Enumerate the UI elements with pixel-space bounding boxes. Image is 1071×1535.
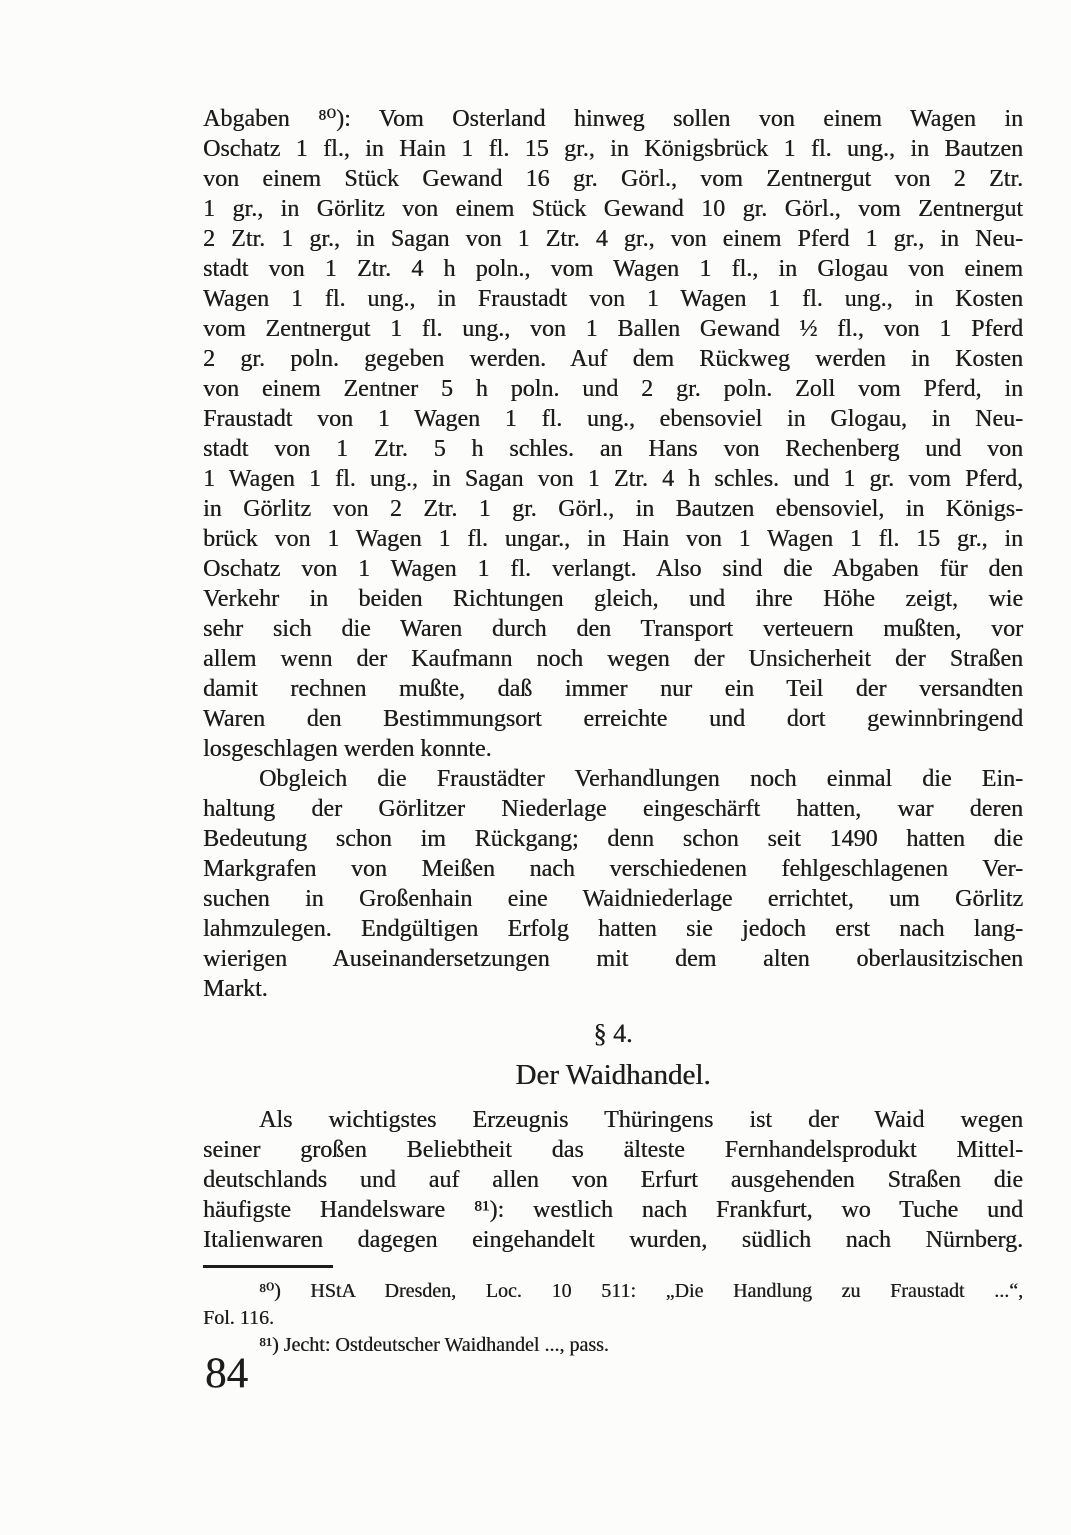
text-line: wierigen Auseinandersetzungen mit dem alten oberlausitzischen <box>203 946 1023 972</box>
text-line: Obgleich die Fraustädter Verhandlungen noch einmal die Ein- <box>259 766 1023 792</box>
text-line: Italienwaren dagegen eingehandelt wurden, südlich nach Nürnberg. <box>203 1227 1023 1253</box>
text-line: ⁸⁰) HStA Dresden, Loc. 10 511: „Die Handlung zu Fraustadt ...“, <box>259 1280 1023 1302</box>
footnote-81 <box>203 1332 1023 1359</box>
footnotes-block <box>203 1278 1023 1359</box>
text-line: Verkehr in beiden Richtungen gleich, und ihre Höhe zeigt, wie <box>203 586 1023 612</box>
text-line: seiner großen Beliebtheit das älteste Fernhandelsprodukt Mittel- <box>203 1137 1023 1163</box>
paragraph-tolls <box>203 104 1023 764</box>
text-line: damit rechnen mußte, daß immer nur ein Teil der versandten <box>203 676 1023 702</box>
text-line: 2 gr. poln. gegeben werden. Auf dem Rückweg werden in Kosten <box>203 346 1023 372</box>
paragraph-niederlage <box>203 764 1023 1004</box>
text-line: stadt von 1 Ztr. 4 h poln., vom Wagen 1 fl., in Glogau von einem <box>203 256 1023 282</box>
text-line: in Görlitz von 2 Ztr. 1 gr. Görl., in Bautzen ebensoviel, in Königs- <box>203 496 1023 522</box>
page-text-block <box>203 104 1023 1359</box>
text-line: losgeschlagen werden konnte. <box>203 736 492 762</box>
text-line: 2 Ztr. 1 gr., in Sagan von 1 Ztr. 4 gr., von einem Pferd 1 gr., in Neu- <box>203 226 1023 252</box>
text-line: Oschatz 1 fl., in Hain 1 fl. 15 gr., in Königsbrück 1 fl. ung., in Bautzen <box>203 136 1023 162</box>
text-line: haltung der Görlitzer Niederlage eingeschärft hatten, war deren <box>203 796 1023 822</box>
paragraph-waidhandel <box>203 1105 1023 1255</box>
section-title: Der Waidhandel. <box>515 1059 711 1091</box>
footnote-separator-rule <box>203 1265 333 1268</box>
page-number: 84 <box>205 1350 248 1397</box>
text-line: Waren den Bestimmungsort erreichte und dort gewinnbringend <box>203 706 1023 732</box>
text-line: allem wenn der Kaufmann noch wegen der Unsicherheit der Straßen <box>203 646 1023 672</box>
text-line: vom Zentnergut 1 fl. ung., von 1 Ballen Gewand ½ fl., von 1 Pferd <box>203 316 1023 342</box>
text-line: Fraustadt von 1 Wagen 1 fl. ung., ebensoviel in Glogau, in Neu- <box>203 406 1023 432</box>
text-line: 1 Wagen 1 fl. ung., in Sagan von 1 Ztr. 4 h schles. und 1 gr. vom Pferd, <box>203 466 1023 492</box>
text-line: Markt. <box>203 976 268 1002</box>
text-line: suchen in Großenhain eine Waidniederlage errichtet, um Görlitz <box>203 886 1023 912</box>
text-line: Wagen 1 fl. ung., in Fraustadt von 1 Wagen 1 fl. ung., in Kosten <box>203 286 1023 312</box>
text-line: Bedeutung schon im Rückgang; denn schon seit 1490 hatten die <box>203 826 1023 852</box>
text-line: Fol. 116. <box>203 1307 274 1329</box>
section-number: § 4. <box>593 1019 633 1048</box>
text-line: von einem Zentner 5 h poln. und 2 gr. poln. Zoll vom Pferd, in <box>203 376 1023 402</box>
text-line: Markgrafen von Meißen nach verschiedenen fehlgeschlagenen Ver- <box>203 856 1023 882</box>
text-line: brück von 1 Wagen 1 fl. ungar., in Hain von 1 Wagen 1 fl. 15 gr., in <box>203 526 1023 552</box>
text-line: Oschatz von 1 Wagen 1 fl. verlangt. Also sind die Abgaben für den <box>203 556 1023 582</box>
text-line: ⁸¹) Jecht: Ostdeutscher Waidhandel ..., pass. <box>259 1334 609 1356</box>
text-line: häufigste Handelsware ⁸¹): westlich nach Frankfurt, wo Tuche und <box>203 1197 1023 1223</box>
text-line: 1 gr., in Görlitz von einem Stück Gewand 10 gr. Görl., vom Zentnergut <box>203 196 1023 222</box>
text-line: Abgaben ⁸⁰): Vom Osterland hinweg sollen von einem Wagen in <box>203 106 1023 132</box>
text-line: Als wichtigstes Erzeugnis Thüringens ist der Waid wegen <box>259 1107 1023 1133</box>
text-line: stadt von 1 Ztr. 5 h schles. an Hans von Rechenberg und von <box>203 436 1023 462</box>
text-line: lahmzulegen. Endgültigen Erfolg hatten sie jedoch erst nach lang- <box>203 916 1023 942</box>
text-line: deutschlands und auf allen von Erfurt ausgehenden Straßen die <box>203 1167 1023 1193</box>
text-line: von einem Stück Gewand 16 gr. Görl., vom Zentnergut von 2 Ztr. <box>203 166 1023 192</box>
footnote-80 <box>203 1278 1023 1332</box>
text-line: sehr sich die Waren durch den Transport verteuern mußten, vor <box>203 616 1023 642</box>
